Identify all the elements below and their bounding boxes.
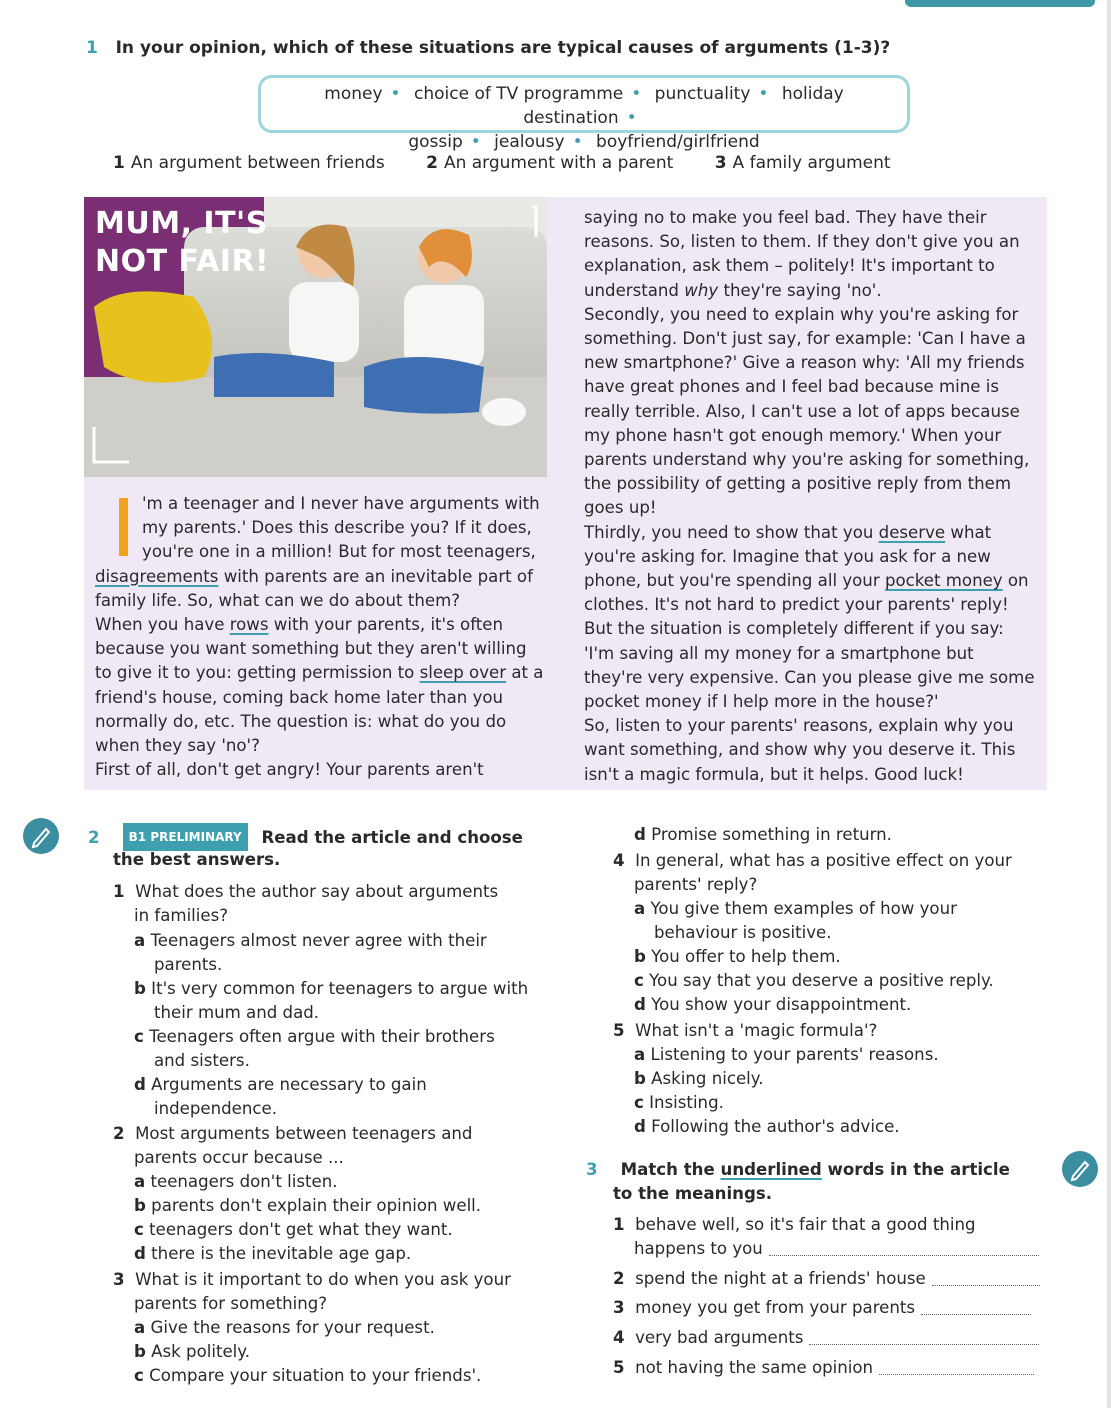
question-3: 3 What is it important to do when you ask your parents for something? a Give the reasons for your request. b Ask politely. c Compare your situation to your friends'.	[113, 1270, 511, 1385]
match-item-2: 2 spend the night at a friends' house	[613, 1267, 1053, 1291]
word-holiday: holiday destination	[523, 84, 844, 128]
right-paragraph-1: saying no to make you feel bad. They have their reasons. So, listen to them. If they don't give you an explanation, ask them – politely! It's important to understand why they're saying 'no'.	[584, 208, 1020, 300]
answer-line-5[interactable]	[879, 1374, 1034, 1375]
b1-preliminary-badge: B1 PRELIMINARY	[123, 823, 248, 851]
left-paragraph-2: When you have rows with your parents, it's often because you want something but they aren't willing to give it to you: getting permission to sleep over at a friend's house, coming back home later than you normally do, etc. The question is: what do you do when they say 'no'?	[95, 615, 544, 756]
exercise-3-title-c: to the meanings.	[613, 1184, 773, 1203]
match-item-4: 4 very bad arguments	[613, 1326, 1053, 1350]
option-2: 2 An argument with a parent	[426, 153, 674, 173]
exercise-2-header	[88, 823, 523, 851]
exercise-2-number: 2	[88, 828, 100, 847]
match-item-5: 5 not having the same opinion	[613, 1356, 1053, 1380]
underlined-pocket-money: pocket money	[884, 571, 1003, 591]
headline-line-1: MUM, IT'S	[95, 206, 268, 241]
question-3-option-d: d Promise something in return.	[634, 825, 892, 844]
word-boyfriend: boyfriend/girlfriend	[596, 132, 760, 152]
left-paragraph-3: First of all, don't get angry! Your parents aren't	[95, 760, 484, 780]
answer-line-4[interactable]	[809, 1344, 1039, 1345]
word-tv: choice of TV programme	[413, 84, 624, 104]
exercise-1-number: 1	[86, 38, 98, 58]
question-1: 1 What does the author say about arguments in families? a Teenagers almost never agree with their parents. b It's very common for teenagers to argue with their mum and dad. c Teenagers often argue with their brothers and sisters. d Arguments are necessary to gain independence.	[113, 882, 529, 1118]
word-money: money	[324, 84, 383, 104]
exercise-2-title-a: Read the article and choose	[261, 828, 523, 847]
article-left-column	[95, 492, 547, 782]
match-item-1: 1 behave well, so it's fair that a good thing happens to you	[613, 1213, 1053, 1261]
question-2: 2 Most arguments between teenagers and parents occur because ... a teenagers don't listen. b parents don't explain their opinion well. c teenagers don't get what they want. d there is the inevitable age gap.	[113, 1124, 482, 1263]
underlined-disagreements: disagreements	[95, 566, 219, 586]
underlined-deserve: deserve	[878, 522, 946, 542]
page-edge	[1107, 0, 1111, 1408]
underlined-rows: rows	[229, 615, 269, 635]
word-gossip: gossip	[408, 132, 463, 152]
question-5: 5 What isn't a 'magic formula'? a Listening to your parents' reasons. b Asking nicely. c Insisting. d Following the author's advice.	[613, 1021, 939, 1136]
exercise-1-text: In your opinion, which of these situations are typical causes of arguments (1-3)?	[115, 38, 891, 58]
right-paragraph-2: Secondly, you need to explain why you're asking for something. Don't just say, for example: 'Can I have a new smartphone?' Give a reason why: 'All my friends have great phones and I feel bad because mine is really terrible. Also, I can't use a lot of apps because my phone hasn't got enough memory.' When your parents understand why you're asking for something, the possibility of getting a positive reply from them goes up!	[584, 304, 1030, 518]
top-decoration-bar	[905, 0, 1095, 7]
option-3: 3 A family argument	[714, 153, 891, 173]
exercise-1-options	[113, 153, 927, 173]
right-paragraph-3: Thirdly, you need to show that you deserve what you're asking for. Imagine that you ask for a new phone, but you're spending all your pocket money on clothes. It's not hard to predict your parents' reply! But the situation is completely different if you say: 'I'm saving all my money for a smartphone but they're very expensive. Can you please give me some pocket money if I help more in the house?'	[584, 522, 1035, 712]
article-right-column	[584, 206, 1036, 787]
exercise-3-number: 3	[586, 1160, 598, 1179]
right-paragraph-4: So, listen to your parents' reasons, explain why you want something, and show why you deserve it. This isn't a magic formula, but it helps. Good luck!	[584, 716, 1016, 784]
pencil-icon	[23, 818, 59, 854]
match-item-3: 3 money you get from your parents	[613, 1296, 1053, 1320]
option-1: 1 An argument between friends	[113, 153, 385, 173]
answer-line-2[interactable]	[932, 1285, 1040, 1286]
article-headline	[95, 205, 269, 281]
answer-line-3[interactable]	[921, 1314, 1031, 1315]
left-paragraph-1: 'm a teenager and I never have arguments with my parents.' Does this describe you? If it does, you're one in a million! But for most teenagers, disagreements with parents are an inevitable part of family life. So, what can we do about them?	[95, 494, 540, 610]
exercise-1-question	[86, 38, 890, 58]
answer-line-1[interactable]	[769, 1255, 1039, 1256]
drop-cap-I	[119, 498, 128, 556]
word-box: money • choice of TV programme • punctuality • holiday destination • gossip • jealousy • boyfriend/girlfriend	[258, 75, 910, 133]
word-punctuality: punctuality	[654, 84, 751, 104]
headline-line-2: NOT FAIR!	[95, 244, 270, 279]
exercise-2-title-b: the best answers.	[113, 850, 281, 869]
question-4: 4 In general, what has a positive effect on your parents' reply? a You give them examples of how your behaviour is positive. b You offer to help them. c You say that you deserve a positive reply. d You show your disappointment.	[613, 851, 1012, 1014]
word-jealousy: jealousy	[494, 132, 565, 152]
exercise-3-header: 3 Match the underlined words in the article	[586, 1160, 1010, 1179]
pencil-icon-2	[1062, 1151, 1098, 1187]
underlined-sleep-over: sleep over	[419, 663, 507, 683]
